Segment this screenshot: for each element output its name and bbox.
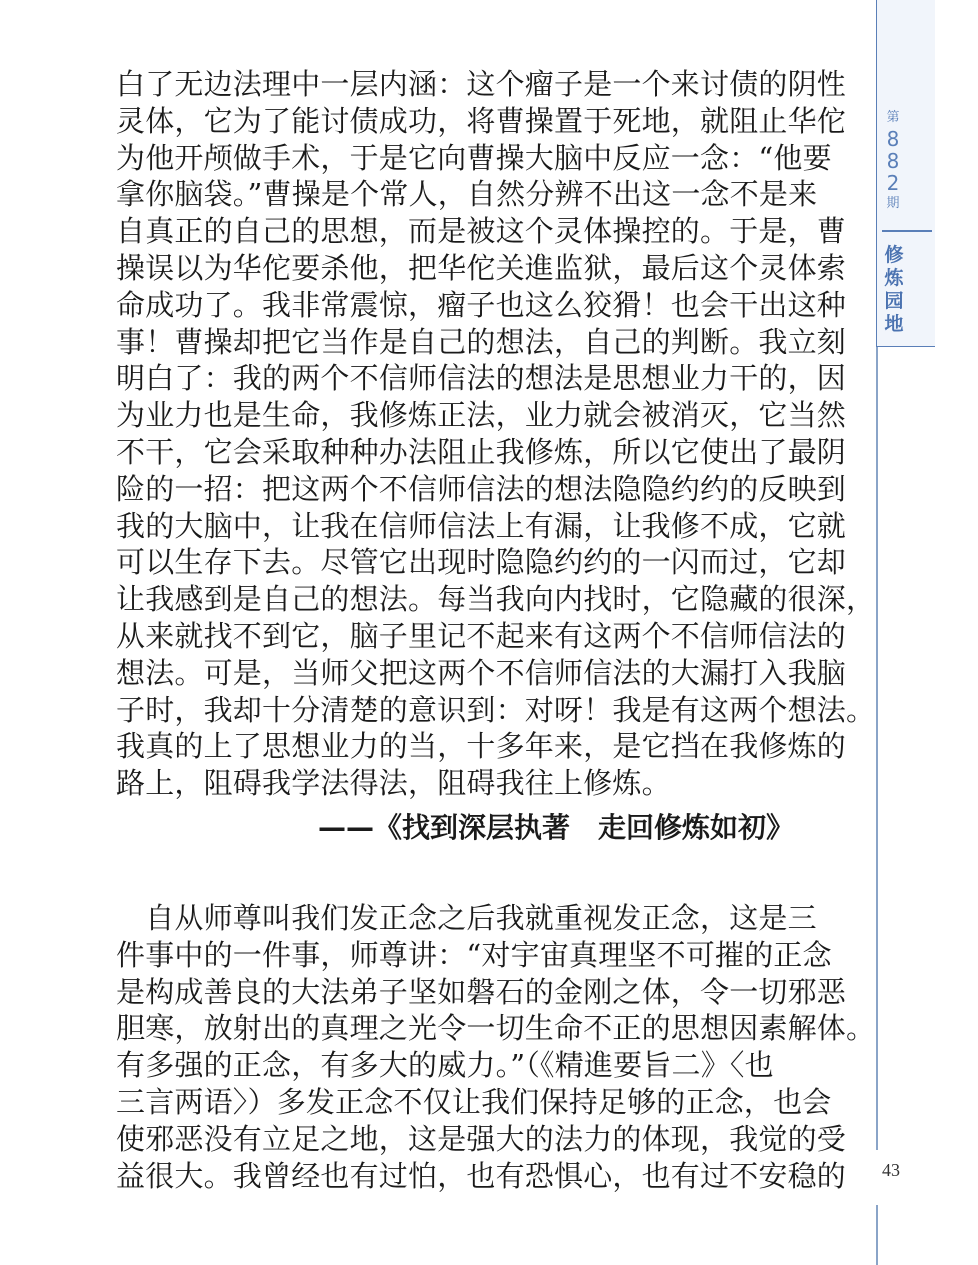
text-line: 命成功了。我非常震惊，瘤子也这么狡猾！也会干出这种 — [116, 287, 847, 322]
text-line: 我真的上了思想业力的当，十多年来，是它挡在我修炼的 — [116, 729, 847, 764]
text-line: 胆寒，放射出的真理之光令一切生命不正的思想因素解体。 — [116, 1011, 876, 1046]
text-line: 拿你脑袋。”曹操是个常人，自然分辨不出这一念不是来 — [116, 177, 818, 212]
text-line: 件事中的一件事，师尊讲：“对宇宙真理坚不可摧的正念 — [116, 937, 832, 972]
text-line: 使邪恶没有立足之地，这是强大的法力的体现，我觉的受 — [116, 1121, 847, 1156]
text-line: 子时，我却十分清楚的意识到：对呀！我是有这两个想法。 — [116, 692, 876, 727]
issue-suffix: 期 — [886, 196, 900, 211]
issue-label — [878, 108, 908, 214]
text-line: 从来就找不到它，脑子里记不起来有这两个不信师信法的 — [116, 618, 847, 653]
text-line: 益很大。我曾经也有过怕，也有恐惧心，也有过不安稳的 — [116, 1158, 847, 1193]
text-line: 可以生存下去。尽管它出现时隐隐约约的一闪而过，它却 — [116, 545, 847, 580]
text-line: 白了无边法理中一层内涵：这个瘤子是一个来讨债的阴性 — [116, 67, 847, 101]
issue-digit: 8 — [886, 127, 900, 151]
text-line: 是构成善良的大法弟子坚如磐石的金刚之体，令一切邪恶 — [116, 974, 847, 1009]
text-line: 路上，阻碍我学法得法，阻碍我往上修炼。 — [116, 766, 671, 801]
text-line: 有多强的正念，有多大的威力。”（《精進要旨二》〈也 — [116, 1048, 774, 1083]
text-line: 操误以为华佗要杀他，把华佗关進监狱，最后这个灵体索 — [116, 250, 847, 285]
source-citation: ——《找到深层执著 走回修炼如初》 — [318, 811, 795, 844]
text-line: 明白了：我的两个不信师信法的想法是思想业力干的，因 — [116, 361, 847, 396]
text-line: 灵体，它为了能讨债成功，将曹操置于死地，就阻止华佗 — [116, 103, 847, 138]
text-line: 险的一招：把这两个不信师信法的想法隐隐约约的反映到 — [116, 471, 847, 506]
text-line: 三言两语〉）多发正念不仅让我们保持足够的正念，也会 — [116, 1084, 832, 1119]
margin-sidebar — [876, 0, 978, 1265]
page-number: 43 — [882, 1160, 900, 1180]
section-char: 炼 — [884, 267, 904, 289]
text-line: 为他开颅做手术，于是它向曹操大脑中反应一念：“他要 — [116, 140, 832, 175]
text-line: 自从师尊叫我们发正念之后我就重视发正念，这是三 — [116, 901, 817, 935]
margin-rule-lower — [876, 1205, 878, 1265]
section-char: 园 — [884, 290, 904, 312]
text-line: 让我感到是自己的想法。每当我向内找时，它隐藏的很深， — [116, 582, 876, 617]
issue-prefix: 第 — [886, 110, 900, 125]
section-char: 修 — [884, 244, 904, 266]
sidebar-divider — [882, 230, 932, 232]
paragraph-1 — [116, 66, 876, 802]
issue-digit: 2 — [886, 171, 900, 195]
text-line: 事！曹操却把它当作是自己的想法，自己的判断。我立刻 — [116, 324, 847, 359]
issue-digit: 8 — [886, 149, 900, 173]
paragraph-2 — [116, 900, 876, 1194]
section-label — [879, 244, 909, 336]
section-char: 地 — [884, 313, 904, 335]
text-line: 想法。可是，当师父把这两个不信师信法的大漏打入我脑 — [116, 655, 847, 690]
text-line: 我的大脑中，让我在信师信法上有漏，让我修不成，它就 — [116, 508, 847, 543]
text-line: 不干，它会采取种种办法阻止我修炼，所以它使出了最阴 — [116, 434, 847, 469]
text-line: 自真正的自己的思想，而是被这个灵体操控的。于是，曹 — [116, 214, 847, 249]
text-line: 为业力也是生命，我修炼正法，业力就会被消灭，它当然 — [116, 398, 847, 433]
